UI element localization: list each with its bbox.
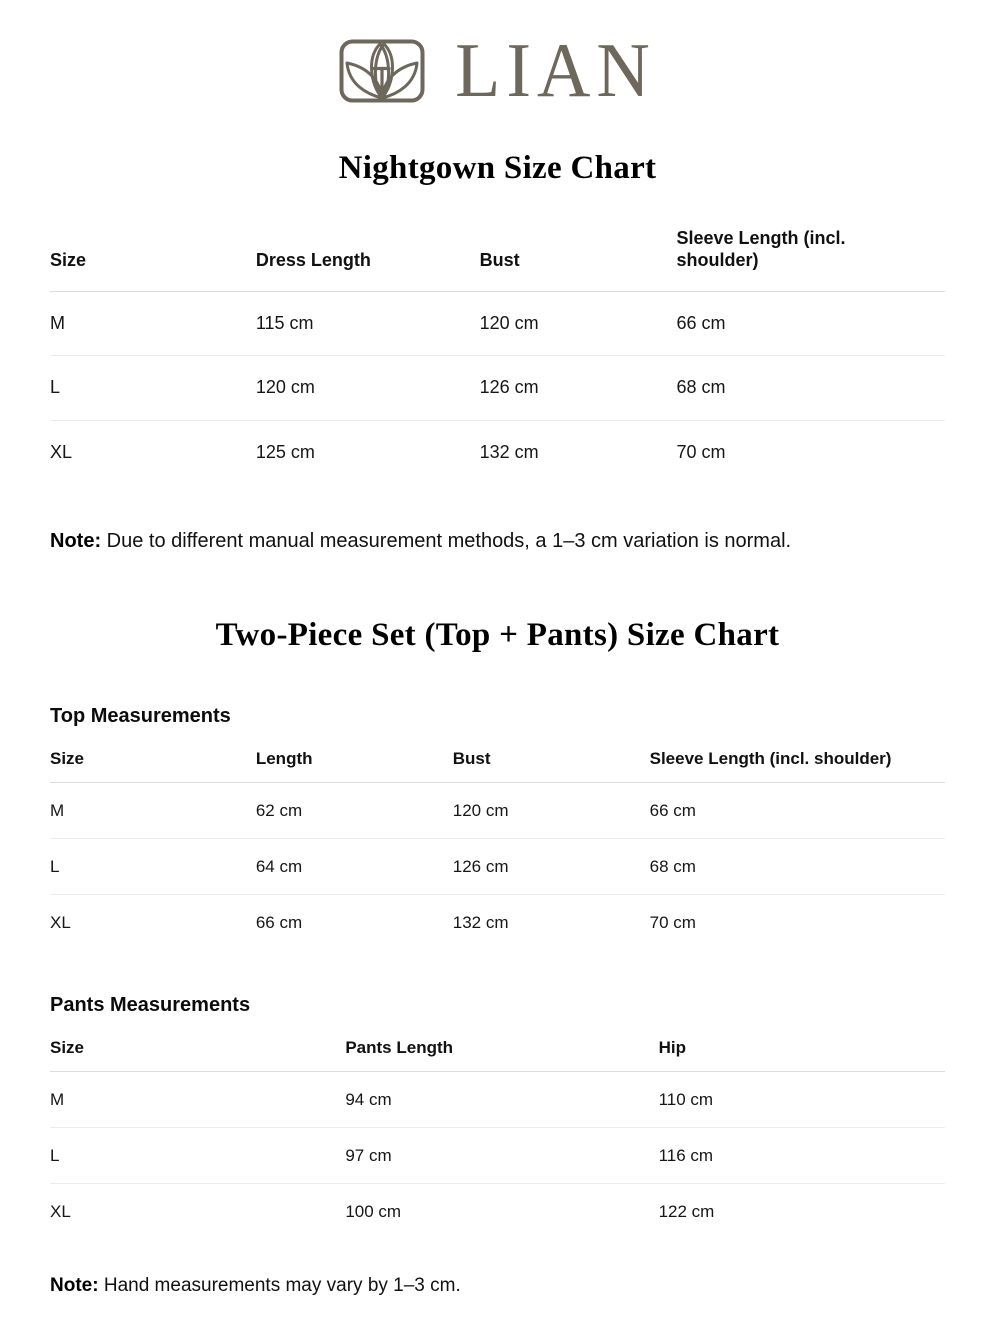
measurement-cell: 115 cm	[256, 291, 480, 356]
nightgown-size-table	[50, 228, 945, 485]
column-header-length: Length	[256, 748, 453, 783]
measurement-cell: 120 cm	[256, 356, 480, 421]
note-text: Hand measurements may vary by 1–3 cm.	[103, 1274, 461, 1296]
note-text: Due to different manual measurement methods, a 1–3 cm variation is normal.	[106, 529, 792, 552]
table-row	[50, 421, 945, 485]
measurement-cell: 94 cm	[345, 1071, 658, 1127]
lotus-icon	[339, 39, 425, 103]
size-label-cell: XL	[50, 913, 71, 933]
note-label: Note:	[50, 529, 102, 552]
table-row	[50, 839, 945, 895]
table-row	[50, 356, 945, 421]
measurement-cell: 64 cm	[256, 839, 453, 895]
measurement-cell: 62 cm	[256, 782, 453, 838]
size-label-cell: L	[50, 356, 256, 421]
brand-name: LIAN	[455, 28, 656, 114]
size-label-cell: XL	[50, 1202, 71, 1222]
nightgown-note	[50, 528, 945, 555]
measurement-cell: 122 cm	[658, 1202, 715, 1222]
top-measurements-table	[50, 748, 945, 951]
measurement-cell: 66 cm	[650, 782, 945, 838]
measurement-cell: 125 cm	[255, 442, 315, 463]
measurement-cell: 116 cm	[659, 1128, 945, 1184]
column-header-sleeve-length	[676, 228, 945, 291]
pants-measurements-table	[50, 1037, 945, 1240]
measurement-cell: 70 cm	[649, 913, 696, 933]
column-header-pants-length: Pants Length	[345, 1037, 658, 1072]
column-header-bust: Bust	[480, 228, 677, 291]
table-row	[50, 1128, 945, 1184]
size-label-cell: M	[50, 291, 256, 356]
measurement-cell: 70 cm	[676, 442, 726, 463]
measurement-cell: 66 cm	[676, 291, 945, 356]
measurement-cell: 68 cm	[676, 356, 945, 421]
column-header-hip: Hip	[659, 1037, 945, 1072]
size-label-cell: L	[50, 839, 256, 895]
column-header-bust: Bust	[453, 748, 650, 783]
measurement-cell: 132 cm	[479, 442, 539, 463]
pants-measurements-heading: Pants Measurements	[50, 993, 251, 1016]
table-row	[50, 291, 945, 356]
table-row	[50, 895, 945, 951]
column-header-sleeve-length: Sleeve Length (incl. shoulder)	[650, 748, 945, 783]
note-label: Note:	[50, 1274, 99, 1296]
two-piece-note	[50, 1274, 945, 1299]
table-header-row	[50, 228, 945, 291]
measurement-cell: 68 cm	[650, 839, 945, 895]
nightgown-chart-title: Nightgown Size Chart	[338, 150, 657, 186]
measurement-cell: 66 cm	[255, 913, 303, 933]
size-label-cell: M	[50, 782, 256, 838]
table-row	[50, 1184, 945, 1240]
table-row	[50, 1071, 945, 1127]
measurement-cell: 126 cm	[480, 356, 677, 421]
column-header-sleeve-length-text: Sleeve Length (incl. shoulder)	[676, 227, 846, 270]
column-header-size: Size	[50, 228, 256, 291]
two-piece-chart-title: Two-Piece Set (Top + Pants) Size Chart	[215, 616, 780, 653]
measurement-cell: 126 cm	[453, 839, 650, 895]
brand-logo	[50, 28, 945, 114]
size-label-cell: XL	[50, 442, 73, 463]
size-label-cell: M	[50, 1071, 345, 1127]
table-row	[50, 782, 945, 838]
measurement-cell: 132 cm	[452, 913, 509, 933]
measurement-cell: 120 cm	[453, 782, 650, 838]
column-header-size: Size	[50, 748, 256, 783]
top-measurements-heading: Top Measurements	[50, 704, 231, 727]
measurement-cell: 97 cm	[345, 1128, 658, 1184]
table-header-row	[50, 1037, 945, 1072]
measurement-cell: 110 cm	[659, 1071, 945, 1127]
table-header-row	[50, 748, 945, 783]
measurement-cell: 100 cm	[345, 1202, 402, 1222]
column-header-size: Size	[50, 1037, 345, 1072]
column-header-dress-length: Dress Length	[256, 228, 480, 291]
size-label-cell: L	[50, 1128, 345, 1184]
measurement-cell: 120 cm	[480, 291, 677, 356]
